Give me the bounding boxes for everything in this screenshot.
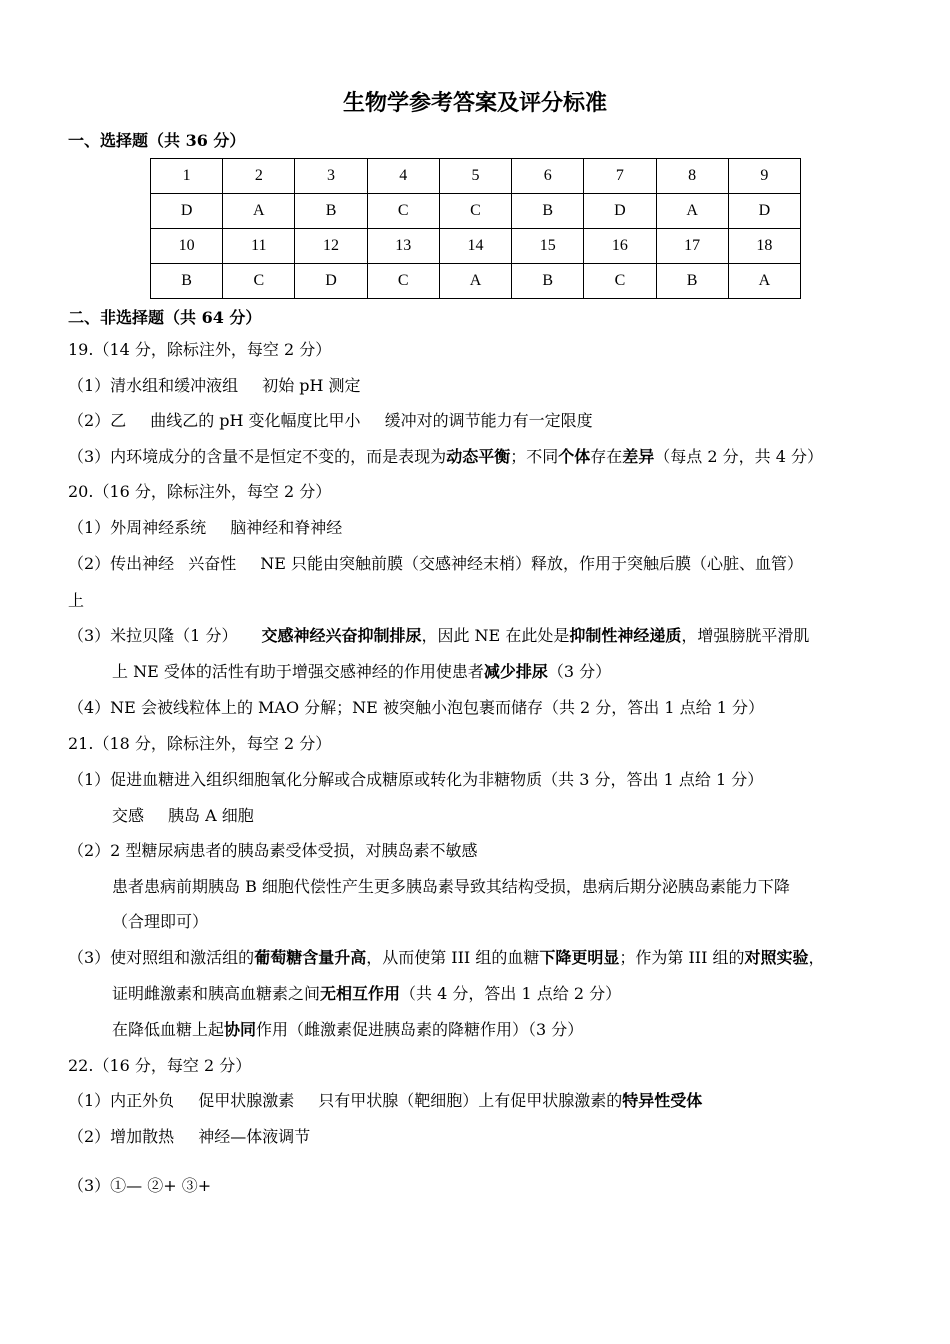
q20-heading: 20.（16 分，除标注外，每空 2 分） xyxy=(68,482,332,501)
q21-answer-3-cont2 xyxy=(112,1020,583,1040)
text-span: ；作为第 III 组的 xyxy=(619,948,745,967)
table-cell: 5 xyxy=(439,159,511,194)
table-cell: 4 xyxy=(367,159,439,194)
table-cell: 11 xyxy=(223,229,295,264)
table-cell: C xyxy=(367,194,439,229)
text-span: （1）外周神经系统 xyxy=(68,518,207,537)
q19-1-part-a: （1）清水组和缓冲液组 xyxy=(68,376,239,395)
text-span: 兴奋性 xyxy=(188,554,237,573)
table-cell: 6 xyxy=(512,159,584,194)
table-cell: B xyxy=(512,264,584,299)
text-span: 证明雌激素和胰高血糖素之间 xyxy=(112,984,321,1003)
text-span: ，从而使第 III 组的血糖 xyxy=(366,948,540,967)
table-cell: A xyxy=(728,264,800,299)
q21-answer-1-cont xyxy=(112,806,254,826)
table-cell: 10 xyxy=(151,229,223,264)
table-cell: 17 xyxy=(656,229,728,264)
section-nonchoice-heading: 二、非选择题（共 64 分） xyxy=(68,308,262,327)
text-span: 脑神经和脊神经 xyxy=(230,518,343,537)
table-cell: 14 xyxy=(439,229,511,264)
section-choice-heading: 一、选择题（共 36 分） xyxy=(68,131,246,150)
table-cell: D xyxy=(295,264,367,299)
text-span: （1）内正外负 xyxy=(68,1091,175,1110)
keyword: 动态平衡 xyxy=(446,447,511,466)
keyword: 下降更明显 xyxy=(539,948,620,967)
q19-answer-3 xyxy=(68,447,823,467)
q21-answer-2-note: （合理即可） xyxy=(112,912,209,931)
keyword: 差异 xyxy=(622,447,655,466)
table-row xyxy=(151,194,801,229)
text-span: （2）传出神经 xyxy=(68,554,175,573)
table-cell: 12 xyxy=(295,229,367,264)
page-title: 生物学参考答案及评分标准 xyxy=(342,91,607,116)
text-span: 交感 xyxy=(112,806,145,825)
keyword: 协同 xyxy=(224,1020,257,1039)
q19-2-part-b: 曲线乙的 pH 变化幅度比甲小 xyxy=(150,411,361,430)
q21-answer-1: （1）促进血糖进入组织细胞氧化分解或合成糖原或转化为非糖物质（共 3 分，答出 1 点给 1 分） xyxy=(68,770,764,789)
q21-answer-3-cont xyxy=(112,984,621,1004)
text-span: 只有甲状腺（靶细胞）上有促甲状腺激素的 xyxy=(318,1091,623,1110)
table-cell: 16 xyxy=(584,229,656,264)
table-cell: B xyxy=(295,194,367,229)
text-span: （共 4 分，答出 1 点给 2 分） xyxy=(400,984,622,1003)
table-cell: B xyxy=(151,264,223,299)
q20-answer-2 xyxy=(68,554,803,574)
text-span: （3）使对照组和激活组的 xyxy=(68,948,255,967)
table-cell: C xyxy=(584,264,656,299)
keyword: 交感神经兴奋抑制排尿 xyxy=(261,626,422,645)
text-span: 上 NE 受体的活性有助于增强交感神经的作用使患者 xyxy=(112,662,484,681)
q20-answer-4: （4）NE 会被线粒体上的 MAO 分解；NE 被突触小泡包裹而储存（共 2 分，答出 1 点给 1 分） xyxy=(68,698,764,717)
text-span: ；不同 xyxy=(510,447,559,466)
text-span: ， xyxy=(808,948,825,967)
table-cell: B xyxy=(656,264,728,299)
table-row xyxy=(151,229,801,264)
q22-answer-3: （3）①— ②+ ③+ xyxy=(68,1176,212,1195)
table-cell: 2 xyxy=(223,159,295,194)
q20-answer-1 xyxy=(68,518,342,538)
q19-1-part-b: 初始 pH 测定 xyxy=(262,376,361,395)
table-cell: B xyxy=(512,194,584,229)
table-cell: A xyxy=(656,194,728,229)
table-cell: 9 xyxy=(728,159,800,194)
text-span: NE 只能由突触前膜（交感神经末梢）释放，作用于突触后膜（心脏、血管） xyxy=(260,554,803,573)
text-span: 胰岛 A 细胞 xyxy=(168,806,254,825)
text-span: （3）米拉贝隆（1 分） xyxy=(68,626,238,645)
table-cell: D xyxy=(584,194,656,229)
keyword: 抑制性神经递质 xyxy=(569,626,682,645)
table-cell: 1 xyxy=(151,159,223,194)
table-cell: C xyxy=(367,264,439,299)
table-row xyxy=(151,264,801,299)
text-span: 促甲状腺激素 xyxy=(198,1091,295,1110)
text-span: 作用（雌激素促进胰岛素的降糖作用）（3 分） xyxy=(256,1020,584,1039)
keyword: 特异性受体 xyxy=(622,1091,703,1110)
q22-answer-1 xyxy=(68,1091,702,1111)
table-cell: C xyxy=(439,194,511,229)
q20-answer-2-cont: 上 xyxy=(68,591,85,610)
text-span: 存在 xyxy=(590,447,623,466)
text-span: 在降低血糖上起 xyxy=(112,1020,225,1039)
q19-2-part-a: （2）乙 xyxy=(68,411,127,430)
q20-answer-3-cont xyxy=(112,662,611,682)
choice-answer-table xyxy=(150,158,801,299)
text-span: （2）增加散热 xyxy=(68,1127,175,1146)
q21-heading: 21.（18 分，除标注外，每空 2 分） xyxy=(68,734,332,753)
table-cell: A xyxy=(223,194,295,229)
keyword: 个体 xyxy=(558,447,591,466)
q21-answer-2-cont: 患者患病前期胰岛 B 细胞代偿性产生更多胰岛素导致其结构受损，患病后期分泌胰岛素能力下降 xyxy=(112,877,790,896)
keyword: 减少排尿 xyxy=(483,662,548,681)
text-span: ，因此 NE 在此处是 xyxy=(421,626,570,645)
q22-heading: 22.（16 分，每空 2 分） xyxy=(68,1056,252,1075)
q21-answer-2: （2）2 型糖尿病患者的胰岛素受体受损，对胰岛素不敏感 xyxy=(68,841,478,860)
table-cell: 13 xyxy=(367,229,439,264)
table-cell: D xyxy=(728,194,800,229)
keyword: 葡萄糖含量升高 xyxy=(254,948,367,967)
q19-2-part-c: 缓冲对的调节能力有一定限度 xyxy=(384,411,593,430)
text-span: 神经—体液调节 xyxy=(198,1127,311,1146)
q20-answer-3 xyxy=(68,626,809,646)
table-cell: 18 xyxy=(728,229,800,264)
text-span: （3 分） xyxy=(547,662,612,681)
q19-answer-1 xyxy=(68,376,361,396)
table-cell: 3 xyxy=(295,159,367,194)
table-cell: D xyxy=(151,194,223,229)
table-row xyxy=(151,159,801,194)
q19-answer-2 xyxy=(68,411,593,431)
table-cell: A xyxy=(439,264,511,299)
table-cell: 7 xyxy=(584,159,656,194)
table-cell: 15 xyxy=(512,229,584,264)
q21-answer-3 xyxy=(68,948,825,968)
text-span: （3）内环境成分的含量不是恒定不变的，而是表现为 xyxy=(68,447,447,466)
keyword: 对照实验 xyxy=(744,948,809,967)
table-cell: C xyxy=(223,264,295,299)
text-span: （每点 2 分，共 4 分） xyxy=(654,447,823,466)
keyword: 无相互作用 xyxy=(320,984,401,1003)
table-cell: 8 xyxy=(656,159,728,194)
q19-heading: 19.（14 分，除标注外，每空 2 分） xyxy=(68,340,332,359)
q22-answer-2 xyxy=(68,1127,310,1147)
text-span: ，增强膀胱平滑肌 xyxy=(681,626,810,645)
